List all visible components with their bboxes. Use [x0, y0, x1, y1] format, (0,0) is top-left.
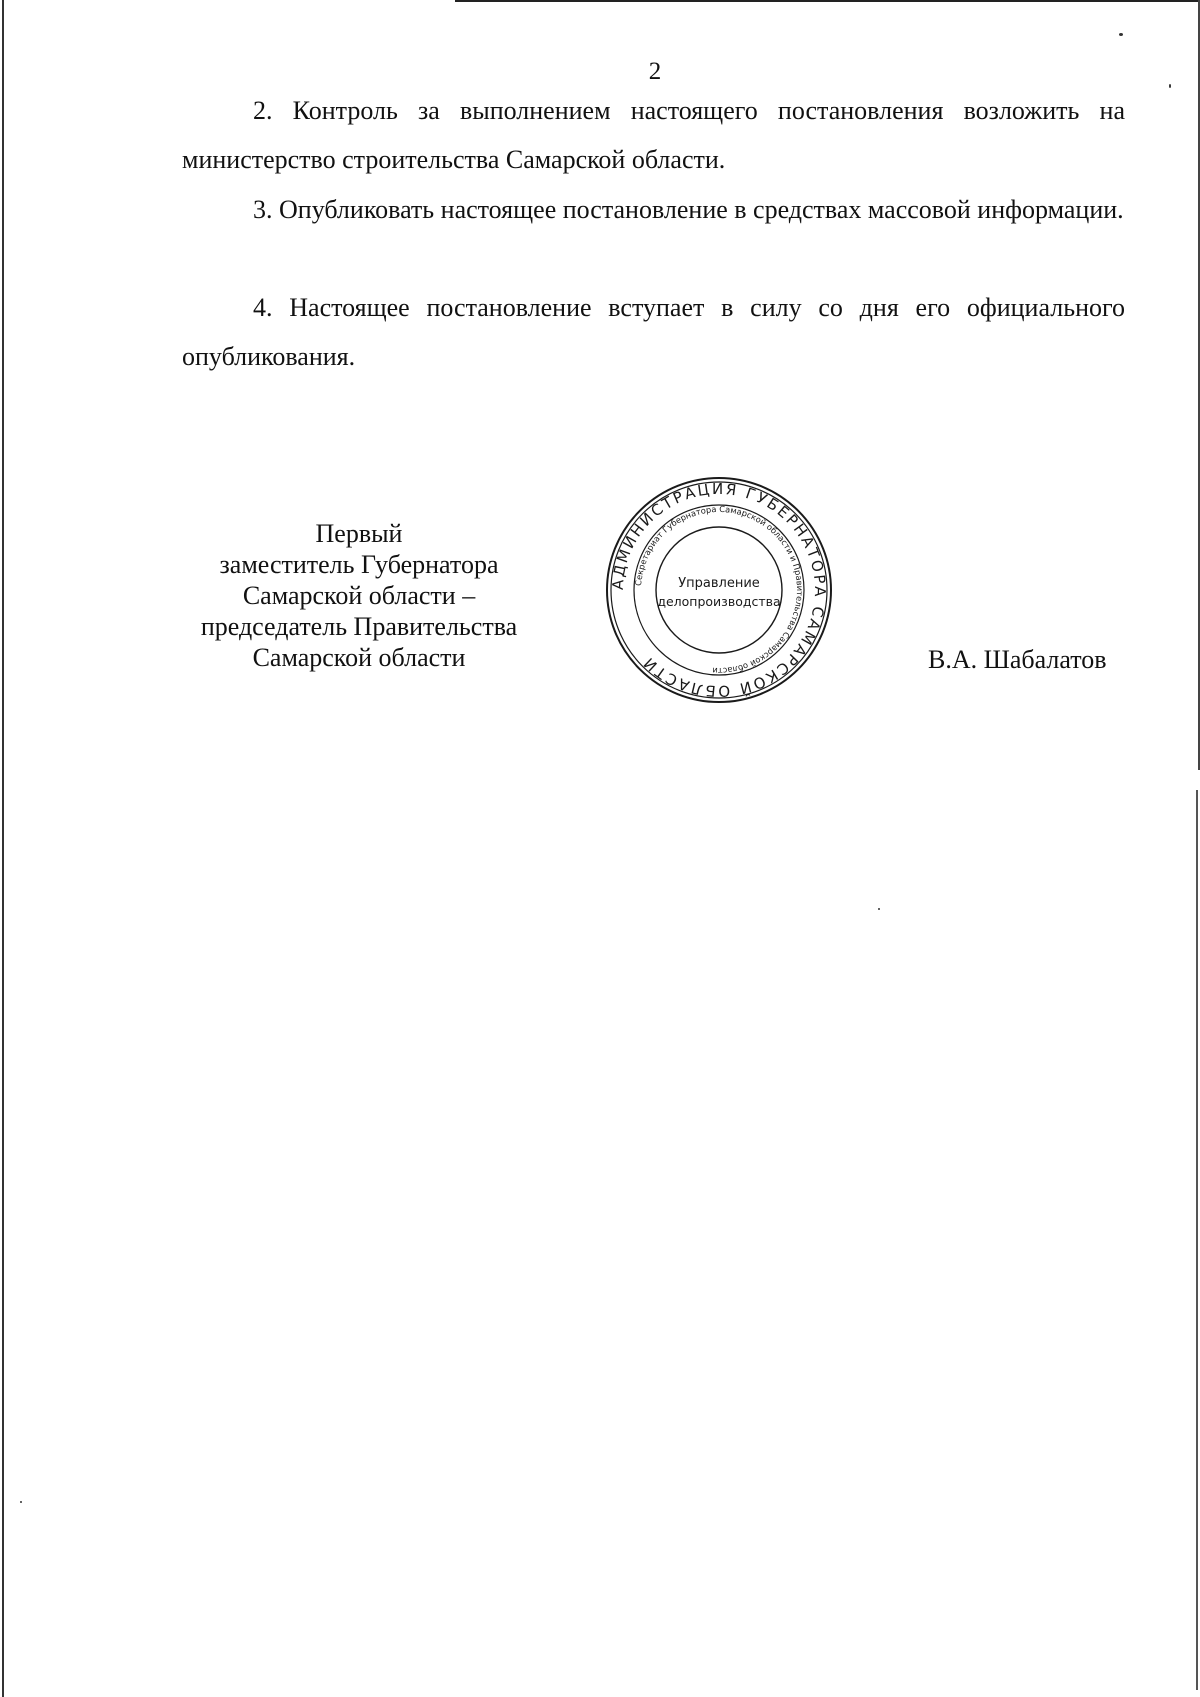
signatory-title-line: Самарской области — [252, 643, 466, 672]
seal-inner-text: Секретариат Губернатора Самарской области и Правительства Самарской области — [633, 503, 806, 677]
paragraph-4: 4. Настоящее постановление вступает в силу со дня его официального опубликования. — [182, 293, 1125, 371]
seal-center-line-1: Управление — [678, 576, 760, 591]
scan-speck — [20, 1501, 22, 1503]
scan-edge-right-2 — [1196, 790, 1198, 1690]
paragraph-2: 2. Контроль за выполнением настоящего постановления возложить на министерство строительства Самарской области. — [182, 96, 1125, 174]
scan-speck — [878, 908, 880, 910]
page-number: 2 — [648, 58, 662, 85]
signatory-name: В.А. Шабалатов — [928, 645, 1107, 674]
signatory-title-line: заместитель Губернатора — [219, 550, 499, 579]
scan-edge-left — [2, 0, 4, 1697]
signatory-title-line: Первый — [315, 519, 403, 548]
seal-center-line-2: делопроизводства — [657, 594, 781, 609]
signatory-title-line: Самарской области – — [242, 581, 476, 610]
seal-outer-text: АДМИНИСТРАЦИЯ ГУБЕРНАТОРА САМАРСКОЙ ОБЛАСТИ — [608, 479, 830, 701]
scan-speck — [1119, 33, 1123, 36]
signatory-title-line: председатель Правительства — [200, 612, 518, 641]
scan-edge-top — [455, 0, 1200, 2]
official-seal — [603, 474, 835, 706]
signatory-title — [174, 518, 544, 673]
paragraph-3: 3. Опубликовать настоящее постановление в средствах массовой информации. — [253, 195, 1124, 224]
